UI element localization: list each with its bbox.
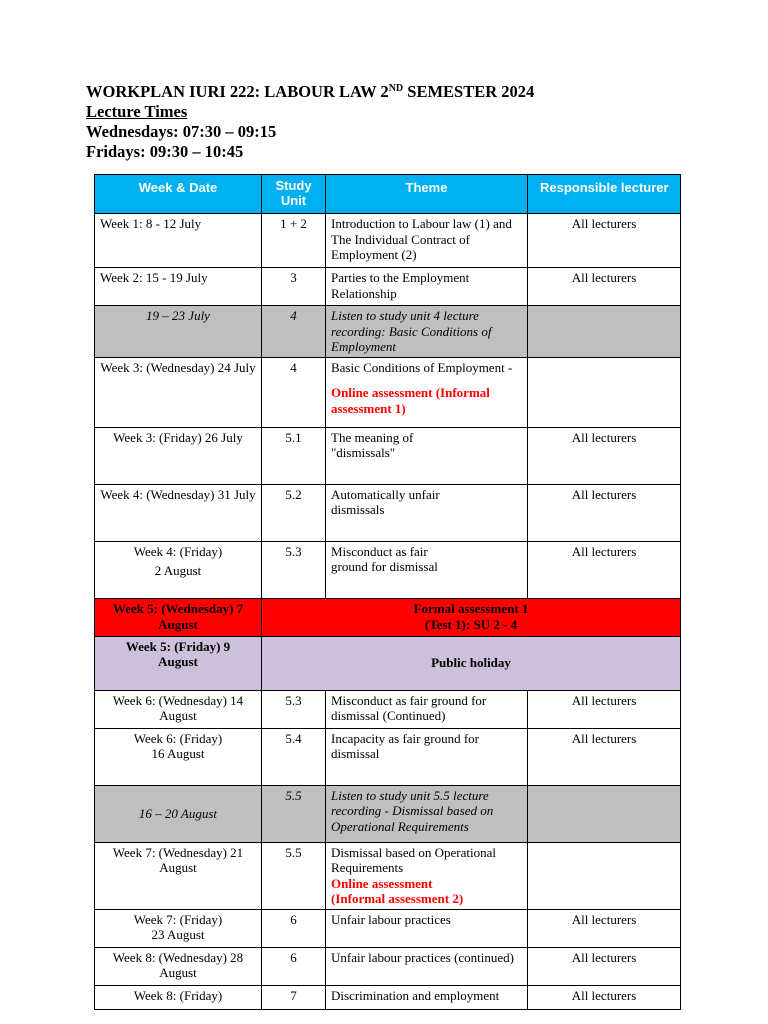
- theme-cell: The meaning of "dismissals": [326, 427, 528, 484]
- week-cell: Week 1: 8 - 12 July: [95, 214, 262, 268]
- week-cell: Week 7: (Wednesday) 21 August: [95, 842, 262, 909]
- theme-cell: Discrimination and employment: [326, 985, 528, 1009]
- table-row-recording: [95, 306, 681, 358]
- week-cell: Week 3: (Friday) 26 July: [95, 427, 262, 484]
- assessment-note: Online assessment (Informal assessment 2): [331, 875, 464, 906]
- theme-cell: Introduction to Labour law (1) and The Individual Contract of Employment (2): [326, 214, 528, 268]
- table-row-holiday: [95, 636, 681, 690]
- theme-cell: Unfair labour practices (continued): [326, 947, 528, 985]
- week-cell: Week 5: (Friday) 9 August: [95, 636, 262, 690]
- table-row-recording: [95, 785, 681, 842]
- unit-cell: 6: [262, 947, 326, 985]
- theme-cell: Misconduct as fair ground for dismissal: [326, 541, 528, 598]
- event-cell: Formal assessment 1 (Test 1): SU 2 - 4: [262, 598, 681, 636]
- theme-cell: Incapacity as fair ground for dismissal: [326, 728, 528, 785]
- theme-cell: Listen to study unit 5.5 lecture recording - Dismissal based on Operational Requirements: [326, 785, 528, 842]
- unit-cell: 5.3: [262, 690, 326, 728]
- lecturer-cell: All lecturers: [528, 541, 681, 598]
- week-cell: 19 – 23 July: [95, 306, 262, 358]
- unit-cell: 4: [262, 357, 326, 427]
- wednesday-times: Wednesdays: 07:30 – 09:15: [86, 122, 277, 141]
- table-row: [95, 427, 681, 484]
- table-row: [95, 541, 681, 598]
- lecturer-cell: All lecturers: [528, 690, 681, 728]
- table-header-row: [95, 175, 681, 214]
- column-header-week: Week & Date: [95, 175, 262, 214]
- week-cell: Week 8: (Wednesday) 28 August: [95, 947, 262, 985]
- unit-cell: 5.3: [262, 541, 326, 598]
- unit-cell: 7: [262, 985, 326, 1009]
- week-cell: Week 4: (Wednesday) 31 July: [95, 484, 262, 541]
- week-cell: Week 6: (Wednesday) 14 August: [95, 690, 262, 728]
- lecturer-cell: All lecturers: [528, 427, 681, 484]
- page-title: WORKPLAN IURI 222: LABOUR LAW 2ND SEMESTER 2024: [86, 82, 535, 101]
- lecturer-cell: [528, 842, 681, 909]
- week-cell: 16 – 20 August: [95, 785, 262, 842]
- unit-cell: 5.2: [262, 484, 326, 541]
- table-row: [95, 268, 681, 306]
- theme-text: Dismissal based on Operational Requirements: [331, 844, 496, 875]
- friday-times: Fridays: 09:30 – 10:45: [86, 142, 244, 161]
- lecturer-cell: All lecturers: [528, 268, 681, 306]
- column-header-lecturer: Responsible lecturer: [528, 175, 681, 214]
- week-cell: Week 6: (Friday) 16 August: [95, 728, 262, 785]
- date-text: 2 August: [154, 563, 202, 578]
- table-row: [95, 690, 681, 728]
- unit-cell: 3: [262, 268, 326, 306]
- workplan-table: [94, 174, 681, 1010]
- week-cell: Week 7: (Friday) 23 August: [95, 909, 262, 947]
- document-header: [86, 82, 534, 162]
- theme-cell: Misconduct as fair ground for dismissal (Continued): [326, 690, 528, 728]
- theme-cell: Parties to the Employment Relationship: [326, 268, 528, 306]
- lecturer-cell: All lecturers: [528, 947, 681, 985]
- week-cell: Week 3: (Wednesday) 24 July: [95, 357, 262, 427]
- lecturer-cell: [528, 785, 681, 842]
- theme-text: Basic Conditions of Employment -: [331, 359, 513, 375]
- table-row: [95, 909, 681, 947]
- table-row-test: [95, 598, 681, 636]
- unit-cell: 6: [262, 909, 326, 947]
- table-row: [95, 842, 681, 909]
- table-row: [95, 728, 681, 785]
- table-row: [95, 484, 681, 541]
- theme-cell: [326, 357, 528, 427]
- week-cell: Week 2: 15 - 19 July: [95, 268, 262, 306]
- unit-cell: 5.1: [262, 427, 326, 484]
- week-text: Week 4: (Friday): [133, 543, 223, 559]
- table-row: [95, 985, 681, 1009]
- week-cell: Week 8: (Friday): [95, 985, 262, 1009]
- unit-cell: 5.5: [262, 785, 326, 842]
- lecturer-cell: All lecturers: [528, 728, 681, 785]
- assessment-note: Online assessment (Informal assessment 1): [331, 385, 490, 416]
- lecturer-cell: All lecturers: [528, 985, 681, 1009]
- unit-cell: 5.5: [262, 842, 326, 909]
- lecturer-cell: All lecturers: [528, 484, 681, 541]
- week-cell: [95, 541, 262, 598]
- table-row: [95, 357, 681, 427]
- table-row: [95, 214, 681, 268]
- unit-cell: 5.4: [262, 728, 326, 785]
- theme-cell: Listen to study unit 4 lecture recording: Basic Conditions of Employment: [326, 306, 528, 358]
- lecture-times-label: Lecture Times: [86, 102, 188, 121]
- lecturer-cell: All lecturers: [528, 214, 681, 268]
- event-cell: Public holiday: [262, 636, 681, 690]
- lecturer-cell: [528, 306, 681, 358]
- unit-cell: 1 + 2: [262, 214, 326, 268]
- lecturer-cell: [528, 357, 681, 427]
- theme-cell: Unfair labour practices: [326, 909, 528, 947]
- week-cell: Week 5: (Wednesday) 7 August: [95, 598, 262, 636]
- theme-cell: Automatically unfair dismissals: [326, 484, 528, 541]
- column-header-theme: Theme: [326, 175, 528, 214]
- theme-cell: [326, 842, 528, 909]
- table-row: [95, 947, 681, 985]
- unit-cell: 4: [262, 306, 326, 358]
- column-header-unit: Study Unit: [262, 175, 326, 214]
- lecturer-cell: All lecturers: [528, 909, 681, 947]
